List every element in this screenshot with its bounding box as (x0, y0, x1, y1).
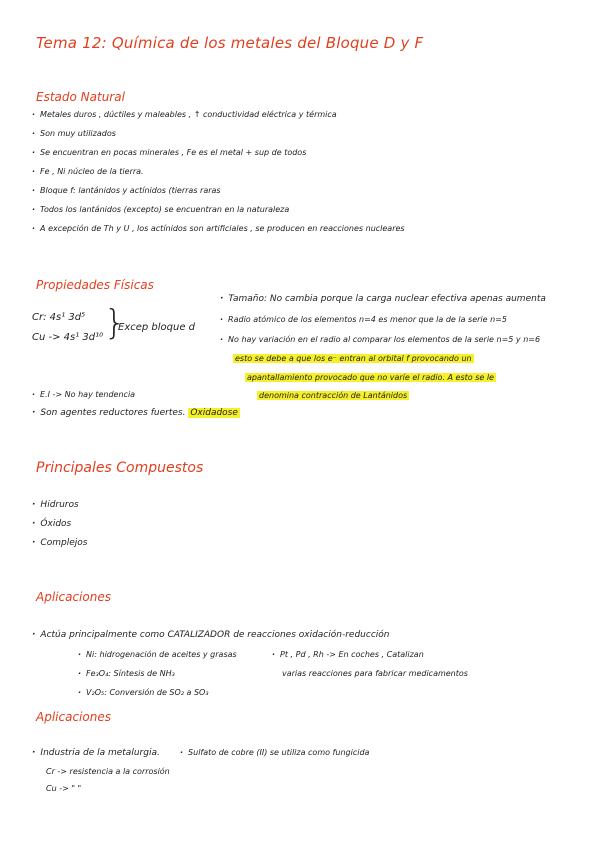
aplicaciones-heading: Aplicaciones (36, 590, 111, 604)
property-item: · No hay variación en el radio al comparar los elementos de la serie n=5 y n=6 (220, 335, 541, 344)
highlighted-line: esto se debe a que los e⁻ entran al orbital f provocando un (235, 354, 472, 363)
list-item: · Metales duros , dúctiles y maleables , ↑ conductividad eléctrica y térmica (32, 110, 337, 119)
application-subitem: Cu -> " " (46, 784, 82, 793)
compuestos-heading: Principales Compuestos (36, 460, 204, 476)
property-item: · Son agentes reductores fuertes. Oxidadose (32, 408, 238, 418)
application-side-note: · Sulfato de cobre (II) se utiliza como fungicida (180, 748, 370, 757)
propiedades-heading: Propiedades Físicas (36, 278, 154, 292)
list-item: · Todos los lantánidos (excepto) se encuentran en la naturaleza (32, 205, 290, 214)
application-subitem: · Fe₃O₄: Síntesis de NH₃ (78, 669, 175, 678)
application-item: · Actúa principalmente como CATALIZADOR de reacciones oxidación-reducción (32, 630, 390, 640)
highlighted-line: denomina contracción de Lantánidos (259, 391, 408, 400)
list-item: · Complejos (32, 538, 88, 548)
list-item: · Óxidos (32, 519, 72, 529)
list-item: · Fe , Ni núcleo de la tierra. (32, 167, 144, 176)
application-item: · Industria de la metalurgia. (32, 748, 160, 758)
property-item: · E.I -> No hay tendencia (32, 390, 136, 399)
application-subitem: · Ni: hidrogenación de aceites y grasas (78, 650, 237, 659)
highlighted-line: apantallamiento provocado que no varíe el radio. A esto se le (247, 373, 494, 382)
aplicaciones-heading-2: Aplicaciones (36, 710, 111, 724)
property-item: · Radio atómico de los elementos n=4 es menor que la de la serie n=5 (220, 315, 507, 324)
list-item: · Se encuentran en pocas minerales , Fe es el metal + sup de todos (32, 148, 307, 157)
oxidation-highlight: Oxidadose (190, 408, 238, 418)
electron-config-cu: Cu -> 4s¹ 3d¹⁰ (32, 332, 104, 343)
list-item: · A excepción de Th y U , los actínidos son artificiales , se producen en reacciones nucleares (32, 224, 405, 233)
application-subitem: · V₂O₅: Conversión de SO₂ a SO₃ (78, 688, 209, 697)
electron-config-cr: Cr: 4s¹ 3d⁵ (32, 312, 86, 323)
list-item: · Bloque f: lantánidos y actínidos (tierras raras (32, 186, 221, 195)
application-subitem: · Pt , Pd , Rh -> En coches , Catalizan (272, 650, 424, 659)
page-title: Tema 12: Química de los metales del Bloque D y F (36, 34, 424, 52)
list-item: · Hidruros (32, 500, 79, 510)
exception-label: Excep bloque d (118, 322, 196, 333)
brace-glyph: } (104, 303, 126, 343)
application-subitem: varias reacciones para fabricar medicamentos (282, 669, 468, 678)
application-subitem: Cr -> resistencia a la corrosión (46, 767, 170, 776)
estado-natural-heading: Estado Natural (36, 90, 125, 104)
list-item: · Son muy utilizados (32, 129, 116, 138)
property-item: · Tamaño: No cambia porque la carga nuclear efectiva apenas aumenta (220, 294, 546, 304)
